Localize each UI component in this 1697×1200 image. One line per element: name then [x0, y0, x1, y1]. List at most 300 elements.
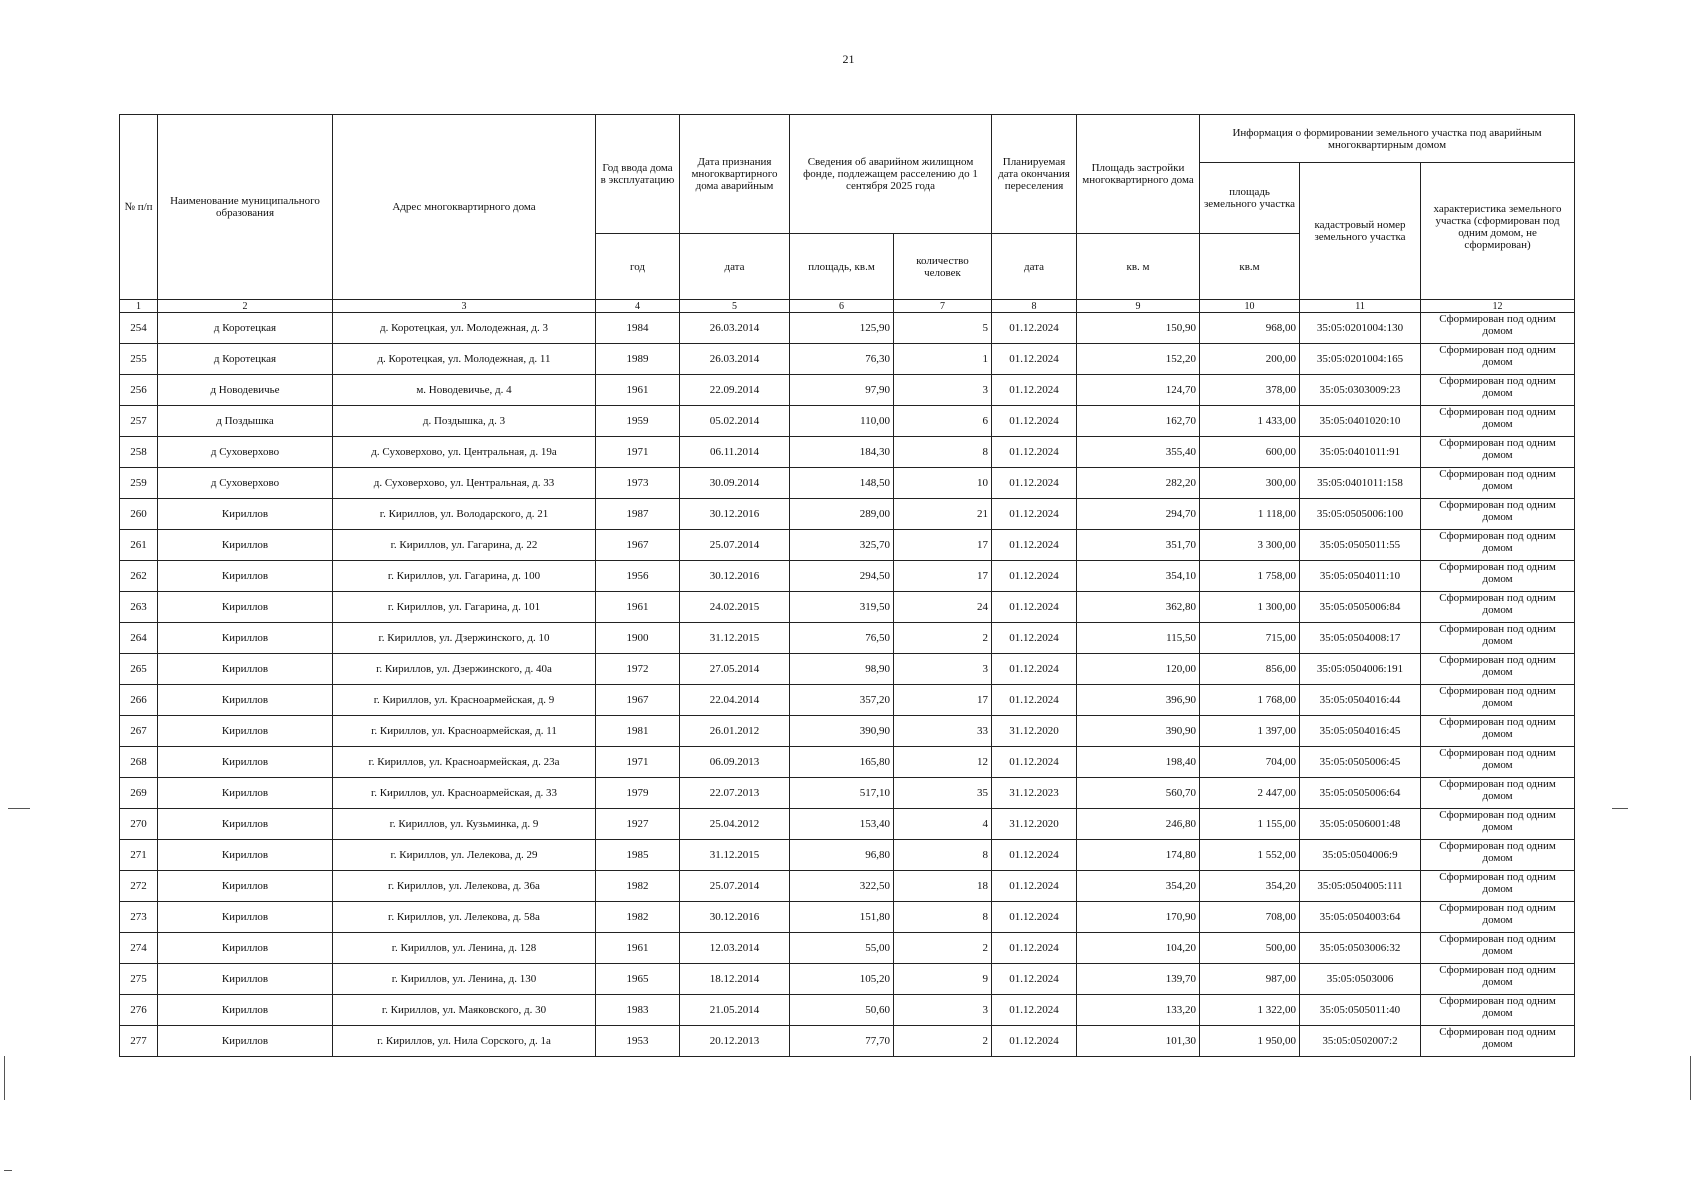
year-cell: 1967: [596, 530, 680, 561]
building-area-cell: 396,90: [1077, 685, 1200, 716]
emergency-date-cell: 26.03.2014: [680, 344, 790, 375]
land-area-cell: 1 397,00: [1200, 716, 1300, 747]
cadastral-cell: 35:05:0303009:23: [1300, 375, 1421, 406]
land-status-cell: Сформирован под одним домом: [1421, 375, 1575, 406]
year-cell: 1979: [596, 778, 680, 809]
column-number: 2: [158, 300, 333, 313]
cadastral-cell: 35:05:0401011:158: [1300, 468, 1421, 499]
table-row: [120, 654, 1575, 685]
unit-people: количество человек: [894, 234, 992, 300]
table-row: [120, 840, 1575, 871]
row-number: 262: [120, 561, 158, 592]
fund-area-cell: 165,80: [790, 747, 894, 778]
municipality-cell: д Суховерхово: [158, 437, 333, 468]
address-cell: г. Кириллов, ул. Гагарина, д. 100: [333, 561, 596, 592]
municipality-cell: д Коротецкая: [158, 313, 333, 344]
land-area-cell: 987,00: [1200, 964, 1300, 995]
row-number: 267: [120, 716, 158, 747]
land-status-cell: Сформирован под одним домом: [1421, 561, 1575, 592]
address-cell: г. Кириллов, ул. Лелекова, д. 58а: [333, 902, 596, 933]
municipality-cell: д Новодевичье: [158, 375, 333, 406]
land-status-cell: Сформирован под одним домом: [1421, 685, 1575, 716]
municipality-cell: Кириллов: [158, 747, 333, 778]
row-number: 265: [120, 654, 158, 685]
fund-area-cell: 325,70: [790, 530, 894, 561]
row-number: 276: [120, 995, 158, 1026]
year-cell: 1973: [596, 468, 680, 499]
column-number: 12: [1421, 300, 1575, 313]
column-number: 8: [992, 300, 1077, 313]
cadastral-cell: 35:05:0502007:2: [1300, 1026, 1421, 1057]
year-cell: 1981: [596, 716, 680, 747]
table-row: [120, 406, 1575, 437]
land-status-cell: Сформирован под одним домом: [1421, 747, 1575, 778]
fund-area-cell: 153,40: [790, 809, 894, 840]
row-number: 260: [120, 499, 158, 530]
address-cell: д. Коротецкая, ул. Молодежная, д. 3: [333, 313, 596, 344]
planned-date-cell: 01.12.2024: [992, 933, 1077, 964]
unit-date-planned: дата: [992, 234, 1077, 300]
land-status-cell: Сформирован под одним домом: [1421, 716, 1575, 747]
municipality-cell: Кириллов: [158, 995, 333, 1026]
fund-area-cell: 184,30: [790, 437, 894, 468]
year-cell: 1982: [596, 871, 680, 902]
cadastral-cell: 35:05:0505006:84: [1300, 592, 1421, 623]
column-number: 5: [680, 300, 790, 313]
emergency-date-cell: 06.09.2013: [680, 747, 790, 778]
emergency-date-cell: 26.01.2012: [680, 716, 790, 747]
cadastral-cell: 35:05:0505011:55: [1300, 530, 1421, 561]
emergency-date-cell: 25.07.2014: [680, 871, 790, 902]
planned-date-cell: 01.12.2024: [992, 468, 1077, 499]
header-municipality: Наименование муниципального образования: [158, 115, 333, 300]
municipality-cell: Кириллов: [158, 933, 333, 964]
building-area-cell: 152,20: [1077, 344, 1200, 375]
scan-mark: [1690, 1056, 1691, 1100]
emergency-date-cell: 18.12.2014: [680, 964, 790, 995]
cadastral-cell: 35:05:0505006:100: [1300, 499, 1421, 530]
land-status-cell: Сформирован под одним домом: [1421, 406, 1575, 437]
people-count-cell: 4: [894, 809, 992, 840]
cadastral-cell: 35:05:0401020:10: [1300, 406, 1421, 437]
building-area-cell: 150,90: [1077, 313, 1200, 344]
building-area-cell: 170,90: [1077, 902, 1200, 933]
people-count-cell: 10: [894, 468, 992, 499]
land-status-cell: Сформирован под одним домом: [1421, 964, 1575, 995]
emergency-date-cell: 05.02.2014: [680, 406, 790, 437]
table-row: [120, 561, 1575, 592]
table-row: [120, 499, 1575, 530]
land-area-cell: 3 300,00: [1200, 530, 1300, 561]
municipality-cell: Кириллов: [158, 499, 333, 530]
column-number-row: [120, 300, 1575, 313]
address-cell: г. Кириллов, ул. Красноармейская, д. 33: [333, 778, 596, 809]
address-cell: г. Кириллов, ул. Ленина, д. 128: [333, 933, 596, 964]
municipality-cell: Кириллов: [158, 809, 333, 840]
table-row: [120, 468, 1575, 499]
people-count-cell: 17: [894, 561, 992, 592]
table-row: [120, 530, 1575, 561]
emergency-date-cell: 24.02.2015: [680, 592, 790, 623]
building-area-cell: 355,40: [1077, 437, 1200, 468]
land-area-cell: 1 322,00: [1200, 995, 1300, 1026]
people-count-cell: 3: [894, 995, 992, 1026]
emergency-date-cell: 27.05.2014: [680, 654, 790, 685]
fund-area-cell: 96,80: [790, 840, 894, 871]
planned-date-cell: 01.12.2024: [992, 592, 1077, 623]
header-land-area: площадь земельного участка: [1200, 163, 1300, 234]
row-number: 255: [120, 344, 158, 375]
header-planned-date: Планируемая дата окончания переселения: [992, 115, 1077, 234]
cadastral-cell: 35:05:0503006: [1300, 964, 1421, 995]
column-number: 11: [1300, 300, 1421, 313]
land-area-cell: 1 118,00: [1200, 499, 1300, 530]
row-number: 266: [120, 685, 158, 716]
land-area-cell: 378,00: [1200, 375, 1300, 406]
row-number: 263: [120, 592, 158, 623]
building-area-cell: 560,70: [1077, 778, 1200, 809]
year-cell: 1985: [596, 840, 680, 871]
header-num: № п/п: [120, 115, 158, 300]
header-emergency-date: Дата признания многоквартирного дома аварийным: [680, 115, 790, 234]
building-area-cell: 198,40: [1077, 747, 1200, 778]
scan-mark: [8, 808, 30, 809]
cadastral-cell: 35:05:0201004:130: [1300, 313, 1421, 344]
people-count-cell: 9: [894, 964, 992, 995]
address-cell: м. Новодевичье, д. 4: [333, 375, 596, 406]
municipality-cell: д Поздышка: [158, 406, 333, 437]
municipality-cell: Кириллов: [158, 964, 333, 995]
cadastral-cell: 35:05:0504003:64: [1300, 902, 1421, 933]
emergency-date-cell: 22.04.2014: [680, 685, 790, 716]
people-count-cell: 8: [894, 902, 992, 933]
land-status-cell: Сформирован под одним домом: [1421, 468, 1575, 499]
land-status-cell: Сформирован под одним домом: [1421, 344, 1575, 375]
municipality-cell: Кириллов: [158, 623, 333, 654]
page-number: 21: [842, 52, 855, 66]
unit-land-area: кв.м: [1200, 234, 1300, 300]
emergency-date-cell: 21.05.2014: [680, 995, 790, 1026]
land-status-cell: Сформирован под одним домом: [1421, 995, 1575, 1026]
land-area-cell: 354,20: [1200, 871, 1300, 902]
municipality-cell: Кириллов: [158, 840, 333, 871]
address-cell: д. Коротецкая, ул. Молодежная, д. 11: [333, 344, 596, 375]
building-area-cell: 351,70: [1077, 530, 1200, 561]
planned-date-cell: 01.12.2024: [992, 964, 1077, 995]
planned-date-cell: 01.12.2024: [992, 344, 1077, 375]
column-number: 7: [894, 300, 992, 313]
fund-area-cell: 390,90: [790, 716, 894, 747]
row-number: 254: [120, 313, 158, 344]
land-status-cell: Сформирован под одним домом: [1421, 902, 1575, 933]
planned-date-cell: 01.12.2024: [992, 530, 1077, 561]
row-number: 256: [120, 375, 158, 406]
building-area-cell: 162,70: [1077, 406, 1200, 437]
fund-area-cell: 77,70: [790, 1026, 894, 1057]
land-area-cell: 600,00: [1200, 437, 1300, 468]
planned-date-cell: 01.12.2024: [992, 902, 1077, 933]
address-cell: г. Кириллов, ул. Красноармейская, д. 9: [333, 685, 596, 716]
year-cell: 1959: [596, 406, 680, 437]
address-cell: г. Кириллов, ул. Гагарина, д. 101: [333, 592, 596, 623]
planned-date-cell: 31.12.2023: [992, 778, 1077, 809]
land-status-cell: Сформирован под одним домом: [1421, 437, 1575, 468]
fund-area-cell: 319,50: [790, 592, 894, 623]
planned-date-cell: 01.12.2024: [992, 406, 1077, 437]
people-count-cell: 21: [894, 499, 992, 530]
building-area-cell: 362,80: [1077, 592, 1200, 623]
land-status-cell: Сформирован под одним домом: [1421, 623, 1575, 654]
land-area-cell: 1 300,00: [1200, 592, 1300, 623]
land-area-cell: 968,00: [1200, 313, 1300, 344]
table-body: [120, 313, 1575, 1057]
land-area-cell: 715,00: [1200, 623, 1300, 654]
cadastral-cell: 35:05:0504016:45: [1300, 716, 1421, 747]
cadastral-cell: 35:05:0504006:9: [1300, 840, 1421, 871]
address-cell: г. Кириллов, ул. Маяковского, д. 30: [333, 995, 596, 1026]
column-number: 6: [790, 300, 894, 313]
land-area-cell: 1 433,00: [1200, 406, 1300, 437]
municipality-cell: Кириллов: [158, 716, 333, 747]
building-area-cell: 115,50: [1077, 623, 1200, 654]
planned-date-cell: 01.12.2024: [992, 1026, 1077, 1057]
table-row: [120, 313, 1575, 344]
table-row: [120, 809, 1575, 840]
table-row: [120, 344, 1575, 375]
people-count-cell: 18: [894, 871, 992, 902]
building-area-cell: 246,80: [1077, 809, 1200, 840]
municipality-cell: Кириллов: [158, 1026, 333, 1057]
column-number: 9: [1077, 300, 1200, 313]
building-area-cell: 174,80: [1077, 840, 1200, 871]
people-count-cell: 2: [894, 933, 992, 964]
year-cell: 1956: [596, 561, 680, 592]
land-status-cell: Сформирован под одним домом: [1421, 778, 1575, 809]
header-fund-info: Сведения об аварийном жилищном фонде, подлежащем расселению до 1 сентября 2025 года: [790, 115, 992, 234]
address-cell: г. Кириллов, ул. Лелекова, д. 36а: [333, 871, 596, 902]
municipality-cell: Кириллов: [158, 530, 333, 561]
row-number: 273: [120, 902, 158, 933]
municipality-cell: Кириллов: [158, 654, 333, 685]
municipality-cell: Кириллов: [158, 778, 333, 809]
fund-area-cell: 110,00: [790, 406, 894, 437]
fund-area-cell: 125,90: [790, 313, 894, 344]
emergency-date-cell: 25.04.2012: [680, 809, 790, 840]
cadastral-cell: 35:05:0401011:91: [1300, 437, 1421, 468]
municipality-cell: Кириллов: [158, 871, 333, 902]
people-count-cell: 3: [894, 375, 992, 406]
header-building-area: Площадь застройки многоквартирного дома: [1077, 115, 1200, 234]
cadastral-cell: 35:05:0201004:165: [1300, 344, 1421, 375]
fund-area-cell: 148,50: [790, 468, 894, 499]
unit-date: дата: [680, 234, 790, 300]
header-year-commissioned: Год ввода дома в эксплуатацию: [596, 115, 680, 234]
building-area-cell: 282,20: [1077, 468, 1200, 499]
planned-date-cell: 01.12.2024: [992, 499, 1077, 530]
building-area-cell: 354,20: [1077, 871, 1200, 902]
emergency-date-cell: 31.12.2015: [680, 840, 790, 871]
building-area-cell: 124,70: [1077, 375, 1200, 406]
address-cell: г. Кириллов, ул. Дзержинского, д. 40а: [333, 654, 596, 685]
emergency-date-cell: 12.03.2014: [680, 933, 790, 964]
table-row: [120, 685, 1575, 716]
fund-area-cell: 97,90: [790, 375, 894, 406]
table-row: [120, 437, 1575, 468]
header-cadastral: кадастровый номер земельного участка: [1300, 163, 1421, 300]
column-number: 1: [120, 300, 158, 313]
cadastral-cell: 35:05:0503006:32: [1300, 933, 1421, 964]
year-cell: 1987: [596, 499, 680, 530]
row-number: 268: [120, 747, 158, 778]
land-status-cell: Сформирован под одним домом: [1421, 530, 1575, 561]
land-status-cell: Сформирован под одним домом: [1421, 313, 1575, 344]
year-cell: 1965: [596, 964, 680, 995]
fund-area-cell: 50,60: [790, 995, 894, 1026]
cadastral-cell: 35:05:0504006:191: [1300, 654, 1421, 685]
address-cell: г. Кириллов, ул. Володарского, д. 21: [333, 499, 596, 530]
fund-area-cell: 76,50: [790, 623, 894, 654]
address-cell: г. Кириллов, ул. Ленина, д. 130: [333, 964, 596, 995]
people-count-cell: 8: [894, 437, 992, 468]
emergency-date-cell: 31.12.2015: [680, 623, 790, 654]
year-cell: 1961: [596, 933, 680, 964]
people-count-cell: 17: [894, 530, 992, 561]
people-count-cell: 1: [894, 344, 992, 375]
table-row: [120, 592, 1575, 623]
land-area-cell: 1 758,00: [1200, 561, 1300, 592]
land-area-cell: 2 447,00: [1200, 778, 1300, 809]
address-cell: д. Поздышка, д. 3: [333, 406, 596, 437]
year-cell: 1971: [596, 747, 680, 778]
land-area-cell: 704,00: [1200, 747, 1300, 778]
header-address: Адрес многоквартирного дома: [333, 115, 596, 300]
land-status-cell: Сформирован под одним домом: [1421, 499, 1575, 530]
planned-date-cell: 01.12.2024: [992, 623, 1077, 654]
fund-area-cell: 55,00: [790, 933, 894, 964]
land-area-cell: 300,00: [1200, 468, 1300, 499]
row-number: 274: [120, 933, 158, 964]
land-status-cell: Сформирован под одним домом: [1421, 1026, 1575, 1057]
planned-date-cell: 31.12.2020: [992, 809, 1077, 840]
table-row: [120, 716, 1575, 747]
year-cell: 1900: [596, 623, 680, 654]
cadastral-cell: 35:05:0504008:17: [1300, 623, 1421, 654]
emergency-date-cell: 30.12.2016: [680, 499, 790, 530]
fund-area-cell: 517,10: [790, 778, 894, 809]
year-cell: 1983: [596, 995, 680, 1026]
building-area-cell: 139,70: [1077, 964, 1200, 995]
land-area-cell: 708,00: [1200, 902, 1300, 933]
scan-mark: [4, 1170, 12, 1171]
row-number: 264: [120, 623, 158, 654]
fund-area-cell: 322,50: [790, 871, 894, 902]
people-count-cell: 35: [894, 778, 992, 809]
row-number: 257: [120, 406, 158, 437]
scan-mark: [4, 1056, 5, 1100]
planned-date-cell: 01.12.2024: [992, 654, 1077, 685]
fund-area-cell: 151,80: [790, 902, 894, 933]
address-cell: д. Суховерхово, ул. Центральная, д. 19а: [333, 437, 596, 468]
fund-area-cell: 357,20: [790, 685, 894, 716]
people-count-cell: 33: [894, 716, 992, 747]
fund-area-cell: 289,00: [790, 499, 894, 530]
row-number: 271: [120, 840, 158, 871]
table-row: [120, 902, 1575, 933]
year-cell: 1927: [596, 809, 680, 840]
people-count-cell: 17: [894, 685, 992, 716]
cadastral-cell: 35:05:0505006:64: [1300, 778, 1421, 809]
land-status-cell: Сформирован под одним домом: [1421, 654, 1575, 685]
cadastral-cell: 35:05:0504005:111: [1300, 871, 1421, 902]
address-cell: г. Кириллов, ул. Кузьминка, д. 9: [333, 809, 596, 840]
emergency-date-cell: 22.07.2013: [680, 778, 790, 809]
land-area-cell: 1 950,00: [1200, 1026, 1300, 1057]
table-row: [120, 623, 1575, 654]
cadastral-cell: 35:05:0505006:45: [1300, 747, 1421, 778]
table-row: [120, 1026, 1575, 1057]
building-area-cell: 390,90: [1077, 716, 1200, 747]
row-number: 270: [120, 809, 158, 840]
emergency-date-cell: 30.09.2014: [680, 468, 790, 499]
row-number: 261: [120, 530, 158, 561]
year-cell: 1984: [596, 313, 680, 344]
building-area-cell: 104,20: [1077, 933, 1200, 964]
emergency-date-cell: 30.12.2016: [680, 902, 790, 933]
header-land-status: характеристика земельного участка (сформирован под одним домом, не сформирован): [1421, 163, 1575, 300]
cadastral-cell: 35:05:0504011:10: [1300, 561, 1421, 592]
building-area-cell: 120,00: [1077, 654, 1200, 685]
planned-date-cell: 31.12.2020: [992, 716, 1077, 747]
land-area-cell: 200,00: [1200, 344, 1300, 375]
municipality-cell: д Суховерхово: [158, 468, 333, 499]
land-status-cell: Сформирован под одним домом: [1421, 840, 1575, 871]
people-count-cell: 2: [894, 1026, 992, 1057]
year-cell: 1972: [596, 654, 680, 685]
municipality-cell: Кириллов: [158, 592, 333, 623]
row-number: 277: [120, 1026, 158, 1057]
fund-area-cell: 105,20: [790, 964, 894, 995]
row-number: 259: [120, 468, 158, 499]
year-cell: 1961: [596, 375, 680, 406]
land-status-cell: Сформирован под одним домом: [1421, 933, 1575, 964]
land-status-cell: Сформирован под одним домом: [1421, 592, 1575, 623]
people-count-cell: 12: [894, 747, 992, 778]
table-row: [120, 375, 1575, 406]
building-area-cell: 354,10: [1077, 561, 1200, 592]
row-number: 258: [120, 437, 158, 468]
fund-area-cell: 98,90: [790, 654, 894, 685]
address-cell: г. Кириллов, ул. Лелекова, д. 29: [333, 840, 596, 871]
cadastral-cell: 35:05:0506001:48: [1300, 809, 1421, 840]
land-area-cell: 856,00: [1200, 654, 1300, 685]
year-cell: 1971: [596, 437, 680, 468]
row-number: 275: [120, 964, 158, 995]
address-cell: г. Кириллов, ул. Красноармейская, д. 11: [333, 716, 596, 747]
fund-area-cell: 76,30: [790, 344, 894, 375]
planned-date-cell: 01.12.2024: [992, 313, 1077, 344]
row-number: 269: [120, 778, 158, 809]
emergency-date-cell: 26.03.2014: [680, 313, 790, 344]
emergency-date-cell: 30.12.2016: [680, 561, 790, 592]
emergency-date-cell: 25.07.2014: [680, 530, 790, 561]
address-cell: г. Кириллов, ул. Дзержинского, д. 10: [333, 623, 596, 654]
people-count-cell: 6: [894, 406, 992, 437]
land-area-cell: 1 768,00: [1200, 685, 1300, 716]
table-row: [120, 964, 1575, 995]
people-count-cell: 8: [894, 840, 992, 871]
row-number: 272: [120, 871, 158, 902]
scan-mark: [1612, 808, 1628, 809]
